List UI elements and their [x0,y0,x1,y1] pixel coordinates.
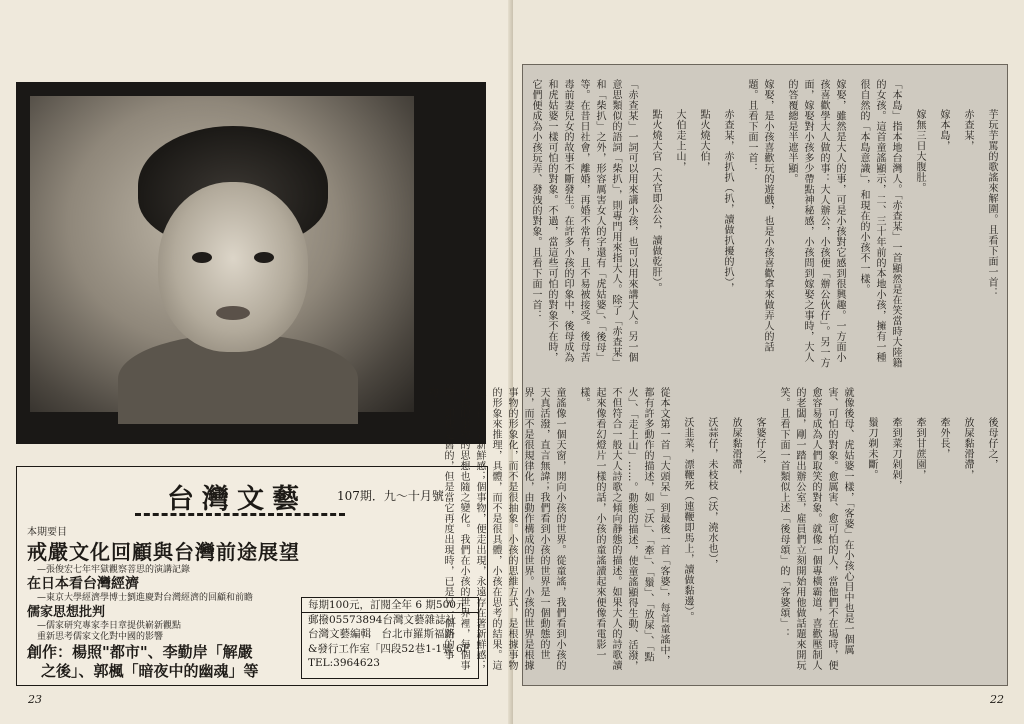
article-paragraph: 嫁本島， [938,109,949,151]
ad-line: —張俊宏七年牢獄觀察菩思的演講記錄 [37,564,191,575]
article-paragraph: 客婆仔之， [754,417,765,470]
photo-image [30,96,414,412]
article-paragraph: 嫁娶，是小孩喜歡玩的遊戲，也是小孩喜歡拿來做弄人的話題。且看下面一首： [746,79,773,352]
article-paragraph: 嫁娶，雖然是大人的事，可是小孩對它感到很興趣。一方面小孩喜歡學大人做的事：大人辦公，小孩便「辦公伙仔」。另一方面，嫁娶對小孩多少帶點神秘感，小孩問到嫁娶之事時，大人的答覆總是半遮半顯。 [786,79,845,368]
subscription-postal: 郵撥05573894台灣文藝雜誌社 [308,614,456,627]
ad-line: —東京大學經濟學博士劉進慶對台灣經濟的回顧和前瞻 [37,593,254,604]
article-paragraph: 點火燒大伯， [698,109,709,172]
magazine-ad [16,466,488,686]
article-paragraph: 童謠像一個天窗，開向小孩的世界。從童謠，我們看到小孩的天真活潑，直言無諱；我們看到小孩的世界是一個動態的世界，而不是很規律化，由動作構成的世界。小孩的世界是根據事物的形象化，而不是很抽象。小孩的思維方式，是根據事物的形象來推理，具體，而不是很具體，小孩在思考的結果。這是小孩在著新鮮感；個事物，便走出現，永遠存在著新鮮感；小孩的事物的思想也隨之變化。我們在小孩的世界裡，每個事物，即使是舊的，但是當它再度出現時，已是另一個新的事物。 [426,387,565,671]
article-paragraph: 牽到甘蔗園， [914,417,925,480]
article-text-bottom [426,387,999,673]
article-paragraph: 放屎黏滑滯， [730,417,741,480]
article-paragraph: 從本文第一首「大頭呆」到最後一首「客婆」，每首童謠中，都有許多動作的描述，如「沃」、「牽」、「鬚」、「放屎」、「點火」、「走上山」……。動態的描述，使童謠顯得生動、活潑，不但符合一般大人詩歌之傾向靜態的描述。如果大人的詩歌讀起來像看幻燈片一樣的話，小孩的童謠讀起來便像看電影一樣。 [578,387,669,671]
ad-issue: 107期．九～十月號 [337,489,444,503]
article-paragraph: 鬚刀剃未斷。 [866,417,877,480]
article-paragraph: 沃韭菜，漂鞭死（連鞭即馬上，讀做黏邊）。 [682,417,693,622]
article-paragraph: 點火燒大官（大官即公公，讀做乾肝）。 [650,109,661,293]
subscription-address: &發行工作室「四段52巷1-1號 6F [308,642,470,655]
article-text-box [426,64,1008,686]
subscription-price: 每期100元，訂閱全年 6 期500元 [302,598,478,613]
ad-line: 在日本看台灣經濟 [27,575,139,592]
ad-line: 重新思考儒家文化對中國的影響 [37,632,164,642]
page-number-right: 22 [990,693,1004,706]
article-paragraph: 牽外長， [938,417,949,459]
article-paragraph: 赤查某，赤扒扒（扒，讀做扒擾的扒）， [722,109,733,293]
page-number-left: 23 [28,693,42,706]
article-paragraph: 大伯走上山， [674,109,685,172]
ad-line: 創作：楊照"都市"、李勤岸「解嚴 [27,643,253,662]
ad-line: —儒家研究專家李日章提供嶄新觀點 [37,620,182,631]
ad-title: 台灣文藝 [167,484,307,515]
article-paragraph: 「本島」指本地台灣人。「赤查某」一首顯然是在笑當時大陸籍的女孩。這首童謠顯示，二、三十年前的本地小孩，擁有一種很自然的「本島意識」，和現在的小孩不一樣。 [858,79,901,368]
child-mouth [216,306,250,320]
child-photo [16,82,486,444]
article-paragraph: 後母仔之， [986,417,997,470]
article-paragraph: 嫁無三日大腹肚。 [914,109,925,193]
article-text-top [530,79,999,369]
ad-line: 戒嚴文化回顧與台灣前途展望 [27,539,300,564]
ad-line: 之後」、郭楓「暗夜中的幽魂」等 [41,662,259,680]
subscription-publisher: 台灣文藝編輯 台北市羅斯福路 [308,628,455,641]
article-paragraph: 沃蒜仔，未枝枝（沃，澆水也）， [706,417,717,570]
article-paragraph: 就像後母、虎姑婆一樣，「客婆」在小孩心目中也是一個厲害、可怕的對象。愈厲害、愈可怕的人，當他們不在場時，便愈容易成為人們取笑的對象。就像一個專橫霸道，喜歡壓制人的老闆，剛一踏出辦公室，雇員們立刻開始用他做話題來開玩笑。且看下面一首類似上述「後母頌」的「客婆頌」： [778,387,853,671]
ad-dashed-rule [135,513,345,516]
article-paragraph: 芋玩芋罵的歌謠來解圍。且看下面一首： [986,109,997,298]
article-paragraph: 牽到菜刀剁剁， [890,417,901,491]
article-paragraph: 赤查某， [962,109,973,151]
ad-line: 本期要目 [27,527,67,538]
child-left-eye [192,252,212,263]
subscription-tel: TEL:3964623 [308,656,380,669]
ad-line: 儒家思想批判 [27,604,106,620]
article-paragraph: 放屎黏滑滯， [962,417,973,480]
child-face [158,182,308,352]
article-paragraph: 「赤查某」一詞可以用來講小孩，也可以用來講大人。另一個意思類似的語詞「柴扒」，則專門用來指大人。除了「赤查某」和「柴扒」之外，形容厲害女人的字還有「虎姑婆」、「後母」等。在昔日社會，離婚，再婚不常有，且不易被接受。後母苦毒前妻兒女的故事不斷發生。在許多小孩的印象中，後母成為和虎姑婆一樣可怕的對象。不過，當這些可怕的對象不在時，它們便成為小孩玩弄、發洩的對象。且看下面一首： [530,79,637,368]
child-right-eye [254,252,274,263]
